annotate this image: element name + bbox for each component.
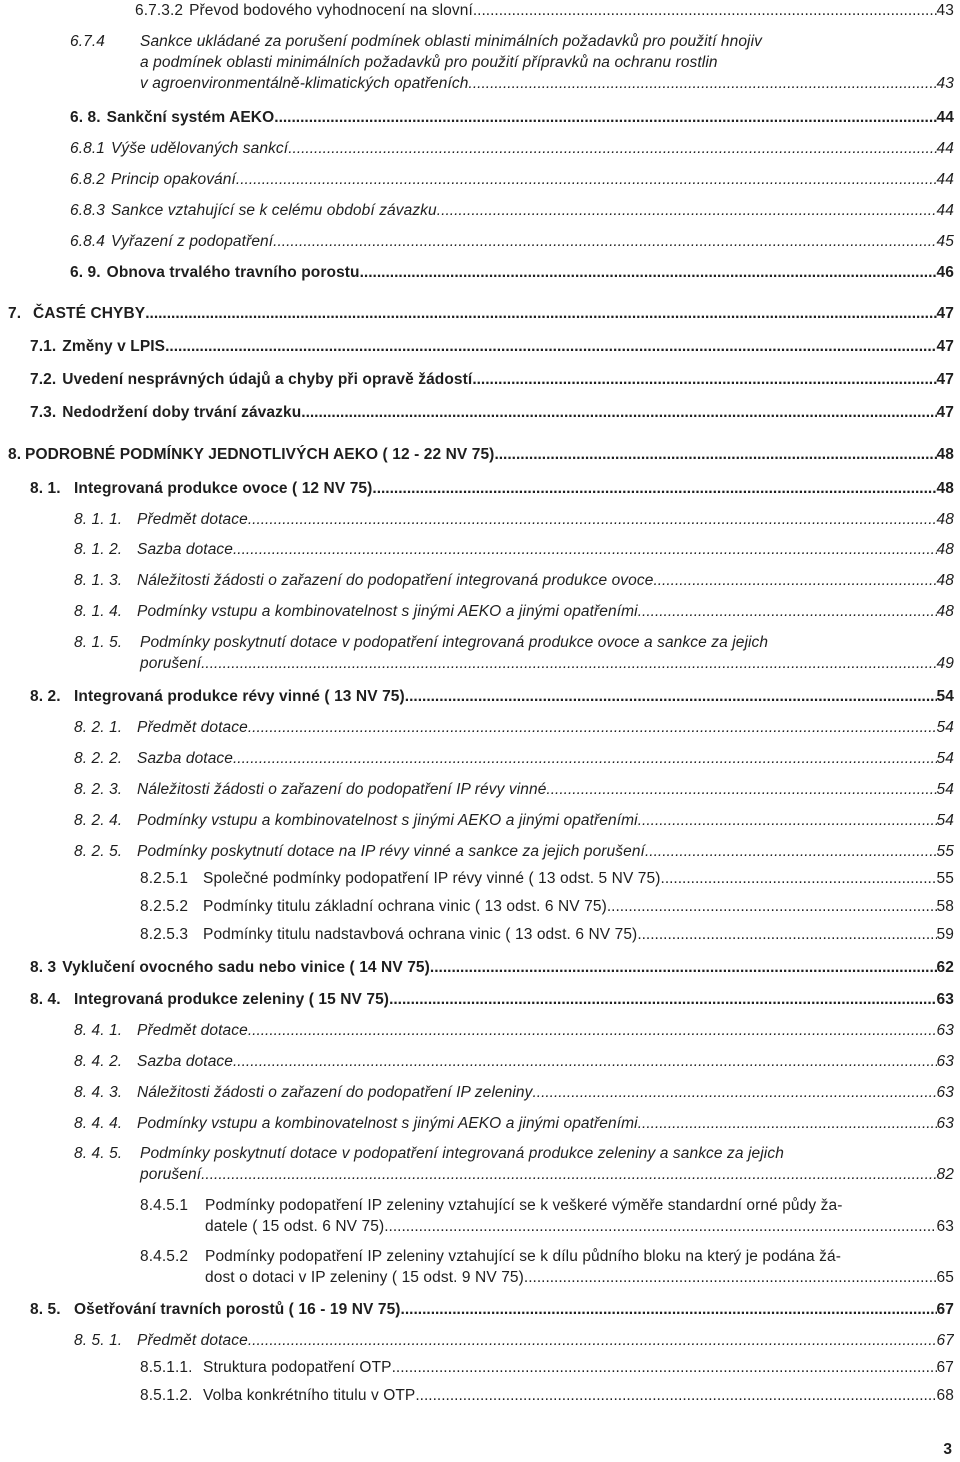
toc-page-number: 54: [936, 750, 954, 767]
toc-number: 6.8.4: [70, 233, 105, 250]
toc-number: 8. 4. 1.: [74, 1022, 123, 1039]
toc-number: 8. 2. 4.: [74, 812, 123, 829]
toc-entry[interactable]: [70, 107, 954, 128]
toc-number: 6.7.3.2: [135, 2, 184, 19]
toc-line: [140, 1357, 954, 1378]
toc-number: 8.5.1.1.: [140, 1359, 193, 1376]
toc-line: [74, 748, 954, 769]
toc-title: Podmínky poskytnutí dotace na IP révy vinné a sankce za jejich porušení: [137, 843, 645, 860]
toc-line: [70, 200, 954, 221]
toc-title: Náležitosti žádosti o zařazení do podopatření IP zeleniny: [137, 1084, 533, 1101]
toc-number: 6. 9.: [70, 264, 101, 281]
toc-page-number: 62: [936, 959, 954, 976]
toc-title: Podmínky vstupu a kombinovatelnost s jinými AEKO a jinými opatřeními: [137, 1115, 638, 1132]
toc-number: 7.: [8, 305, 22, 322]
toc-title: PODROBNÉ PODMÍNKY JEDNOTLIVÝCH AEKO ( 12 - 22 NV 75): [25, 446, 495, 463]
toc-leader-dots: [430, 957, 937, 978]
toc-title: Předmět dotace: [137, 1332, 248, 1349]
toc-entry[interactable]: [74, 1143, 954, 1185]
toc-page-number: 63: [936, 1218, 954, 1235]
toc-page-number: 55: [936, 843, 954, 860]
toc-title: Princip opakování: [110, 171, 236, 188]
toc-number: 8. 2. 5.: [74, 843, 123, 860]
toc-line: [30, 402, 954, 423]
toc-leader-dots: [653, 570, 936, 591]
toc-page-number: 47: [936, 371, 954, 388]
toc-number: 8. 4. 4.: [74, 1115, 123, 1132]
toc-line: [30, 478, 954, 499]
toc-line: [70, 73, 954, 94]
toc-title: Sankce vztahující se k celému období závazku.: [110, 202, 442, 219]
toc-line: [70, 231, 954, 252]
toc-title-line: Podmínky poskytnutí dotace v podopatření integrovaná produkce ovoce a sankce za jejich: [140, 634, 769, 651]
toc-title: Integrovaná produkce révy vinné ( 13 NV 75): [74, 688, 405, 705]
toc-number: 8.2.5.1: [140, 870, 189, 887]
toc-title: Podmínky vstupu a kombinovatelnost s jinými AEKO a jinými opatřeními: [137, 812, 638, 829]
toc-entry[interactable]: [74, 1051, 954, 1072]
toc-title: Předmět dotace: [137, 1022, 248, 1039]
toc-page-number: 65: [936, 1269, 954, 1286]
toc-entry[interactable]: [74, 748, 954, 769]
toc-title: Vyklučení ovocného sadu nebo vinice ( 14 NV 75): [62, 959, 430, 976]
toc-number: 8. 4. 5.: [74, 1145, 123, 1162]
toc-page-number: 63: [936, 1084, 954, 1101]
toc-entry[interactable]: [140, 924, 954, 945]
toc-page-number: 48: [936, 541, 954, 558]
toc-title-line: Sankce ukládané za porušení podmínek oblasti minimálních požadavků pro použití hnojiv: [140, 33, 762, 50]
toc-page-number: 48: [936, 480, 954, 497]
toc-title: Náležitosti žádosti o zařazení do podopatření IP révy vinné: [137, 781, 547, 798]
toc-entry[interactable]: [70, 262, 954, 283]
toc-entry[interactable]: [74, 1082, 954, 1103]
toc-line: [140, 1195, 954, 1216]
toc-page-number: 54: [936, 719, 954, 736]
toc-leader-dots: [401, 1299, 937, 1320]
toc-line: [74, 1143, 954, 1164]
toc-line: [70, 169, 954, 190]
toc-page-number: 63: [936, 1053, 954, 1070]
toc-title: Výše udělovaných sankcí: [110, 140, 289, 157]
toc-line: [74, 1020, 954, 1041]
toc-page-number: 49: [936, 655, 954, 672]
toc-page-number: 48: [936, 446, 954, 463]
toc-line: [140, 924, 954, 945]
toc-number: 6. 8.: [70, 109, 101, 126]
toc-number: 8. 1.: [30, 480, 61, 497]
toc-leader-dots: [389, 989, 936, 1010]
toc-entry[interactable]: [70, 200, 954, 221]
toc-entry[interactable]: [74, 717, 954, 738]
toc-page-number: 48: [936, 572, 954, 589]
toc-line: [74, 509, 954, 530]
toc-number: 8. 1. 2.: [74, 541, 123, 558]
toc-title: Sazba dotace: [137, 750, 233, 767]
toc-leader-dots: [248, 1020, 937, 1041]
toc-number: 8. 2. 3.: [74, 781, 123, 798]
toc-title: Podmínky titulu základní ochrana vinic ( 13 odst. 6 NV 75): [203, 898, 607, 915]
toc-leader-dots: [473, 73, 937, 94]
toc-line: [74, 1330, 954, 1351]
toc-line: [140, 896, 954, 917]
toc-number: 8.5.1.2.: [140, 1387, 193, 1404]
toc-line: [74, 1164, 954, 1185]
toc-page-number: 48: [936, 511, 954, 528]
toc-line: [74, 539, 954, 560]
toc-title-line: Podmínky podopatření IP zeleniny vztahující se k veškeré výměře standardní orné půdy ža-: [205, 1197, 843, 1214]
toc-line: [140, 1216, 954, 1237]
toc-page-number: 45: [936, 233, 954, 250]
toc-line: [74, 779, 954, 800]
toc-entry[interactable]: [74, 539, 954, 560]
toc-entry[interactable]: [140, 1385, 954, 1406]
toc-entry[interactable]: [30, 402, 954, 423]
toc-leader-dots: [201, 1164, 936, 1185]
toc-title: Integrovaná produkce ovoce ( 12 NV 75): [74, 480, 373, 497]
toc-leader-dots: [405, 686, 937, 707]
toc-number: 8.2.5.3: [140, 926, 189, 943]
toc-leader-dots: [301, 402, 936, 423]
toc-leader-dots: [233, 1051, 937, 1072]
toc-leader-dots: [360, 262, 937, 283]
toc-entry[interactable]: [140, 1195, 954, 1237]
toc-line: [70, 138, 954, 159]
toc-entry[interactable]: [30, 1299, 954, 1320]
toc-line: [74, 810, 954, 831]
toc-title-line: porušení: [140, 1166, 202, 1183]
toc-leader-dots: [473, 0, 937, 21]
toc-line: [70, 262, 954, 283]
toc-leader-dots: [201, 653, 936, 674]
toc-line: [70, 31, 954, 52]
toc-leader-dots: [274, 107, 936, 128]
toc-leader-dots: [233, 539, 937, 560]
toc-entry[interactable]: [140, 1357, 954, 1378]
toc-entry[interactable]: [30, 336, 954, 357]
toc-entry[interactable]: [74, 632, 954, 674]
toc-entry[interactable]: [30, 989, 954, 1010]
toc-line: [70, 52, 954, 73]
toc-leader-dots: [233, 748, 937, 769]
toc-page-number: 47: [936, 305, 954, 322]
toc-page-number: 58: [936, 898, 954, 915]
toc-number: 8. 4. 3.: [74, 1084, 123, 1101]
toc-line: [74, 653, 954, 674]
toc-line: [30, 989, 954, 1010]
toc-leader-dots: [415, 1385, 936, 1406]
toc-number: 8. 5. 1.: [74, 1332, 123, 1349]
toc-leader-dots: [248, 717, 937, 738]
toc-line: [8, 303, 954, 324]
toc-number: 8.: [8, 446, 22, 463]
toc-leader-dots: [637, 924, 936, 945]
toc-line: [70, 107, 954, 128]
toc-leader-dots: [384, 1216, 936, 1237]
toc-line: [140, 868, 954, 889]
toc-number: 8. 3: [30, 959, 57, 976]
toc-title: Integrovaná produkce zeleniny ( 15 NV 75): [74, 991, 390, 1008]
toc-entry[interactable]: [135, 0, 954, 21]
toc-title: Podmínky vstupu a kombinovatelnost s jinými AEKO a jinými opatřeními: [137, 603, 638, 620]
toc-number: 8. 1. 1.: [74, 511, 123, 528]
toc-title-line: datele ( 15 odst. 6 NV 75): [205, 1218, 385, 1235]
toc-number: 8. 1. 5.: [74, 634, 123, 651]
toc-page-number: 54: [936, 781, 954, 798]
toc-entry[interactable]: [30, 686, 954, 707]
toc-title: Předmět dotace: [137, 719, 248, 736]
toc-entry[interactable]: [30, 957, 954, 978]
toc-page-number: 47: [936, 338, 954, 355]
toc-leader-dots: [145, 303, 936, 324]
toc-title: Ošetřování travních porostů ( 16 - 19 NV 75): [74, 1301, 401, 1318]
toc-line: [30, 686, 954, 707]
toc-entry[interactable]: [74, 779, 954, 800]
toc-title: Podmínky titulu nadstavbová ochrana vinic ( 13 odst. 6 NV 75): [203, 926, 638, 943]
toc-page-number: 59: [936, 926, 954, 943]
toc-title: Sazba dotace: [137, 541, 233, 558]
toc-entry[interactable]: [70, 31, 954, 94]
toc-leader-dots: [546, 779, 936, 800]
toc-page-number: 47: [936, 404, 954, 421]
toc-page-number: 67: [936, 1301, 954, 1318]
toc-line: [30, 336, 954, 357]
toc-title: Změny v LPIS: [62, 338, 166, 355]
toc-entry[interactable]: [74, 810, 954, 831]
toc-leader-dots: [494, 444, 936, 465]
toc-entry[interactable]: [74, 841, 954, 862]
toc-page-number: 68: [936, 1387, 954, 1404]
toc-number: 7.3.: [30, 404, 57, 421]
toc-leader-dots: [441, 200, 936, 221]
toc-number: 6.8.1: [70, 140, 105, 157]
toc-entry[interactable]: [8, 303, 954, 324]
toc-line: [74, 1051, 954, 1072]
toc-leader-dots: [392, 1357, 937, 1378]
toc-entry[interactable]: [70, 138, 954, 159]
toc-line: [30, 369, 954, 390]
toc-entry[interactable]: [70, 169, 954, 190]
toc-page-number: 43: [936, 75, 954, 92]
toc-number: 7.1.: [30, 338, 57, 355]
toc-line: [74, 570, 954, 591]
toc-leader-dots: [288, 138, 936, 159]
toc-title-line: porušení: [140, 655, 202, 672]
toc-number: 8. 2. 1.: [74, 719, 123, 736]
toc-leader-dots: [661, 868, 937, 889]
toc-leader-dots: [372, 478, 936, 499]
toc-title: Sazba dotace: [137, 1053, 233, 1070]
toc-title: Obnova trvalého travního porostu: [106, 264, 360, 281]
toc-page-number: 44: [936, 202, 954, 219]
toc-title: Společné podmínky podopatření IP révy vinné ( 13 odst. 5 NV 75): [203, 870, 661, 887]
toc-leader-dots: [248, 509, 937, 530]
toc-number: 8.2.5.2: [140, 898, 189, 915]
toc-leader-dots: [524, 1267, 937, 1288]
toc-title-line: a podmínek oblasti minimálních požadavků pro použití přípravků na ochranu rostlin: [140, 54, 718, 71]
toc-number: 7.2.: [30, 371, 57, 388]
toc-title-line: Podmínky podopatření IP zeleniny vztahující se k dílu půdního bloku na který je podána žá-: [205, 1248, 841, 1265]
toc-title: Náležitosti žádosti o zařazení do podopatření integrovaná produkce ovoce: [137, 572, 654, 589]
toc-leader-dots: [638, 1113, 937, 1134]
toc-title-line: v agroenvironmentálně-klimatických opatřeních.: [140, 75, 473, 92]
toc-entry[interactable]: [140, 868, 954, 889]
toc-leader-dots: [165, 336, 936, 357]
toc-number: 8. 1. 4.: [74, 603, 123, 620]
toc-line: [135, 0, 954, 21]
toc-leader-dots: [645, 841, 937, 862]
toc-leader-dots: [273, 231, 936, 252]
toc-title: Sankční systém AEKO: [106, 109, 275, 126]
toc-leader-dots: [532, 1082, 936, 1103]
toc-title: Předmět dotace: [137, 511, 248, 528]
toc-number: 6.7.4: [70, 33, 105, 50]
toc-page-number: 44: [936, 140, 954, 157]
toc-leader-dots: [638, 810, 937, 831]
toc-leader-dots: [472, 369, 936, 390]
toc-title-line: dost o dotaci v IP zeleniny ( 15 odst. 9 NV 75): [205, 1269, 524, 1286]
toc-number: 8. 1. 3.: [74, 572, 123, 589]
toc-number: 6.8.2: [70, 171, 105, 188]
toc-page-number: 54: [936, 812, 954, 829]
toc-page-number: 67: [936, 1359, 954, 1376]
toc-entry[interactable]: [140, 1246, 954, 1288]
toc-title: ČASTÉ CHYBY: [33, 305, 146, 322]
toc-page-number: 46: [936, 264, 954, 281]
toc-page-number: 54: [936, 688, 954, 705]
toc-page-number: 55: [936, 870, 954, 887]
toc-page-number: 48: [936, 603, 954, 620]
toc-line: [74, 601, 954, 622]
toc-title: Volba konkrétního titulu v OTP: [203, 1387, 416, 1404]
toc-line: [74, 1113, 954, 1134]
toc-entry[interactable]: [74, 1330, 954, 1351]
toc-number: 6.8.3: [70, 202, 105, 219]
toc-line: [8, 444, 954, 465]
toc-number: 8. 2. 2.: [74, 750, 123, 767]
toc-line: [74, 841, 954, 862]
toc-number: 8.4.5.2: [140, 1248, 189, 1265]
toc-title: Struktura podopatření OTP: [203, 1359, 392, 1376]
toc-title-line: Podmínky poskytnutí dotace v podopatření integrovaná produkce zeleniny a sankce za jejich: [140, 1145, 784, 1162]
toc-entry[interactable]: [74, 601, 954, 622]
toc-page-number: 44: [936, 171, 954, 188]
toc-entry[interactable]: [70, 231, 954, 252]
toc-line: [30, 957, 954, 978]
toc-page-number: 63: [936, 1115, 954, 1132]
toc-number: 8. 4. 2.: [74, 1053, 123, 1070]
toc-entry[interactable]: [74, 570, 954, 591]
toc-leader-dots: [638, 601, 937, 622]
toc-line: [74, 1082, 954, 1103]
toc-line: [30, 1299, 954, 1320]
toc-page-number: 44: [936, 109, 954, 126]
toc-entry[interactable]: [30, 478, 954, 499]
toc-title: Uvedení nesprávných údajů a chyby při opravě žádostí: [62, 371, 473, 388]
toc-entry[interactable]: [140, 896, 954, 917]
toc-line: [74, 717, 954, 738]
toc-number: 8. 2.: [30, 688, 61, 705]
toc-number: 8.4.5.1: [140, 1197, 189, 1214]
toc-title: Nedodržení doby trvání závazku: [62, 404, 302, 421]
toc-title: Vyřazení z podopatření: [110, 233, 274, 250]
toc-number: 8. 4.: [30, 991, 61, 1008]
toc-line: [140, 1246, 954, 1267]
page-number: 3: [943, 1441, 952, 1458]
toc-page-number: 67: [936, 1332, 954, 1349]
toc-page-number: 63: [936, 991, 954, 1008]
toc-page-number: 82: [936, 1166, 954, 1183]
toc-line: [74, 632, 954, 653]
toc-entry[interactable]: [74, 509, 954, 530]
toc-leader-dots: [607, 896, 937, 917]
toc-page-number: 43: [936, 2, 954, 19]
toc-line: [140, 1385, 954, 1406]
toc-title: Převod bodového vyhodnocení na slovní: [189, 2, 473, 19]
toc-line: [140, 1267, 954, 1288]
toc-number: 8. 5.: [30, 1301, 61, 1318]
toc-page-number: 63: [936, 1022, 954, 1039]
toc-entry[interactable]: [74, 1020, 954, 1041]
toc-leader-dots: [248, 1330, 937, 1351]
toc-entry[interactable]: [30, 369, 954, 390]
toc-entry[interactable]: [8, 444, 954, 465]
toc-leader-dots: [236, 169, 937, 190]
toc-entry[interactable]: [74, 1113, 954, 1134]
